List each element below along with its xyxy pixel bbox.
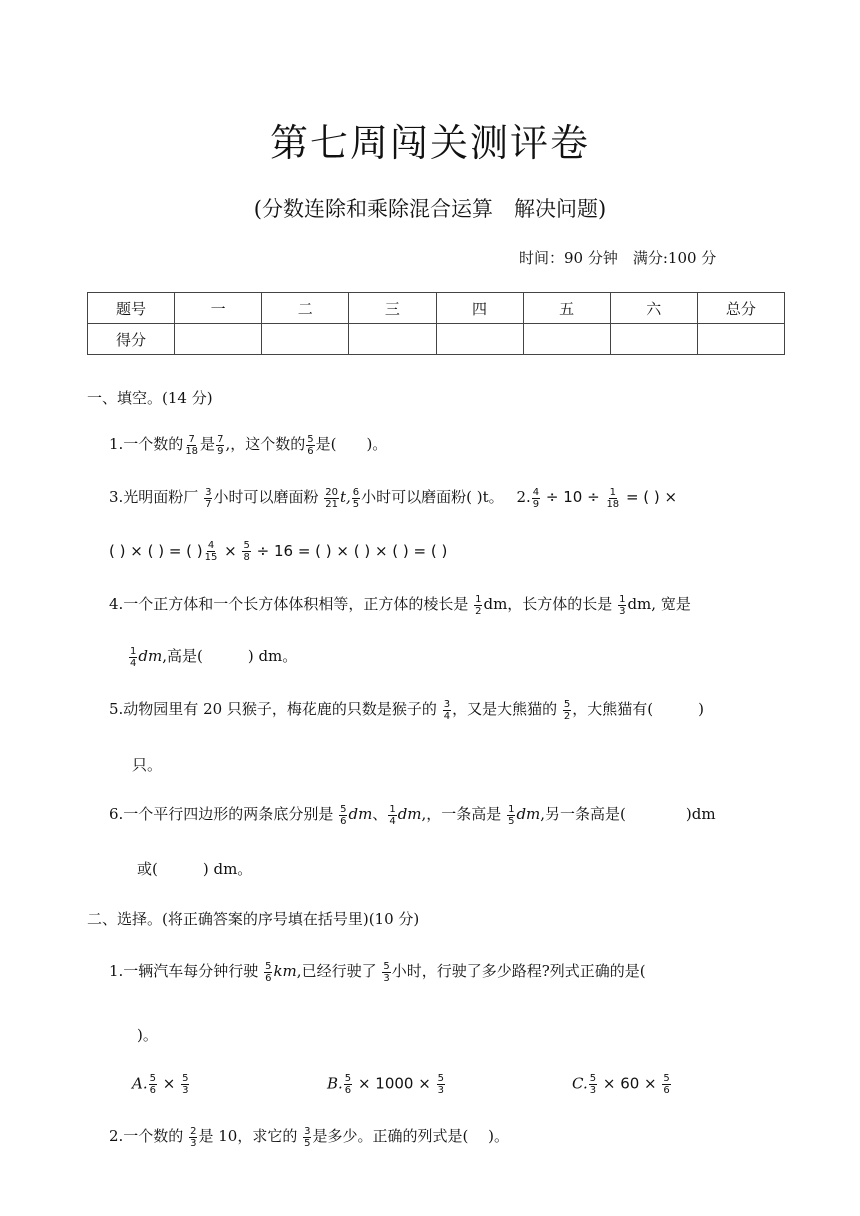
math-operator: × — [219, 542, 242, 560]
unit-text: dm — [397, 805, 422, 823]
question-text: 、 — [372, 805, 388, 823]
math-operator: × 1000 × — [353, 1074, 436, 1093]
question-2-2 — [109, 1125, 509, 1149]
question-number: 2. — [516, 488, 531, 506]
score-cell[interactable] — [262, 324, 349, 355]
fraction: $\frac{5}{6}$ — [663, 1073, 670, 1096]
question-1-3 — [109, 486, 677, 510]
answer-blank[interactable]: 是多少。正确的列式是( )。 — [312, 1127, 509, 1145]
section-2-title: 二、选择。(将正确答案的序号填在括号里)(10 分) — [87, 910, 420, 928]
question-text: 3.光明面粉厂 — [109, 488, 204, 506]
question-text: 1.一辆汽车每分钟行驶 — [109, 962, 264, 980]
fraction: $\frac{1}{4}$ — [130, 645, 137, 669]
score-header-cell: 题号 — [88, 293, 175, 324]
score-cell[interactable] — [523, 324, 610, 355]
fraction: $\frac{5}{6}$ — [307, 433, 314, 457]
answer-blank[interactable]: ( ) × ( ) = ( ) — [109, 542, 203, 560]
question-text: ,，一条高是 — [421, 805, 507, 823]
question-text: ,已经行驶了 — [296, 962, 382, 980]
score-cell[interactable] — [436, 324, 523, 355]
option-label: A. — [132, 1074, 148, 1093]
question-2-1-continued[interactable]: )。 — [137, 1026, 158, 1044]
unit-text: dm — [516, 805, 541, 823]
fraction: $\frac{5}{6}$ — [265, 960, 272, 984]
question-text: 1.一个数的 — [109, 435, 184, 453]
score-table — [87, 292, 785, 355]
score-header-cell: 五 — [523, 293, 610, 324]
fraction: $\frac{5}{6}$ — [344, 1073, 352, 1096]
question-text: 小时可以磨面粉 — [213, 488, 324, 506]
fraction: $\frac{4}{15}$ — [204, 540, 218, 563]
question-1-6 — [109, 803, 716, 827]
answer-blank[interactable]: ,另一条高是( )dm — [540, 805, 716, 823]
score-header-cell: 一 — [175, 293, 262, 324]
exam-meta: 时间：90 分钟 满分:100 分 — [519, 249, 717, 267]
fraction: $\frac{5}{6}$ — [149, 1073, 156, 1096]
question-text: ，又是大熊猫的 — [452, 700, 562, 718]
math-operator: ÷ 10 ÷ — [541, 488, 605, 506]
fraction: $\frac{20}{21}$ — [325, 486, 338, 510]
answer-blank[interactable]: ，大熊猫有( ) — [572, 700, 704, 718]
unit-text: t, — [339, 488, 351, 506]
fraction: $\frac{4}{9}$ — [532, 486, 540, 510]
score-cell[interactable] — [349, 324, 436, 355]
score-cell[interactable] — [175, 324, 262, 355]
math-operator: × 60 × — [598, 1074, 662, 1093]
fraction: $\frac{1}{4}$ — [389, 803, 396, 827]
question-text: 是 10，求它的 — [198, 1127, 303, 1145]
fraction: $\frac{1}{18}$ — [606, 486, 620, 510]
answer-blank[interactable]: = ( ) × — [621, 488, 678, 506]
fraction: $\frac{5}{3}$ — [182, 1073, 189, 1096]
score-header-cell: 六 — [610, 293, 697, 324]
fraction: $\frac{1}{2}$ — [475, 593, 482, 617]
fraction: $\frac{5}{6}$ — [340, 803, 347, 827]
question-1-4-continued — [128, 645, 297, 669]
answer-blank[interactable]: 是( )。 — [315, 435, 388, 453]
fraction: $\frac{7}{18}$ — [185, 433, 199, 457]
question-text: 5.动物园里有 20 只猴子，梅花鹿的只数是猴子的 — [109, 700, 442, 718]
score-header-cell: 四 — [436, 293, 523, 324]
option-label: C. — [572, 1074, 588, 1093]
option-b[interactable] — [327, 1073, 446, 1096]
fraction: $\frac{5}{8}$ — [243, 540, 250, 563]
answer-blank[interactable]: ÷ 16 = ( ) × ( ) × ( ) = ( ) — [251, 542, 448, 560]
question-text: ,，这个数的 — [225, 435, 306, 453]
question-text: 是 — [200, 435, 216, 453]
fraction: $\frac{3}{4}$ — [443, 698, 451, 722]
fraction: $\frac{1}{5}$ — [508, 803, 515, 827]
fraction: $\frac{3}{7}$ — [205, 486, 212, 510]
score-table-header-row — [88, 293, 785, 324]
score-header-cell: 三 — [349, 293, 436, 324]
question-1-1 — [109, 433, 387, 457]
question-text: 小时，行驶了多少路程?列式正确的是( — [391, 962, 646, 980]
question-text: 6.一个平行四边形的两条底分别是 — [109, 805, 339, 823]
unit-text: km — [273, 962, 297, 980]
option-label: B. — [327, 1074, 343, 1093]
section-1-title: 一、填空。(14 分) — [87, 389, 213, 407]
answer-blank[interactable]: ,高是( ) dm。 — [162, 647, 298, 665]
score-table-score-row — [88, 324, 785, 355]
fraction: $\frac{6}{5}$ — [352, 486, 360, 510]
fraction: $\frac{1}{3}$ — [619, 593, 626, 617]
question-text: 4.一个正方体和一个长方体体积相等，正方体的棱长是 — [109, 595, 474, 613]
fraction: $\frac{5}{3}$ — [437, 1073, 444, 1096]
question-1-5 — [109, 698, 704, 722]
fraction: $\frac{5}{2}$ — [563, 698, 571, 722]
score-header-cell: 总分 — [697, 293, 784, 324]
unit-text: dm — [138, 647, 163, 665]
score-row-label: 得分 — [88, 324, 175, 355]
page-title: 第七周闯关测评卷 — [269, 121, 590, 165]
fraction: $\frac{7}{9}$ — [217, 433, 224, 457]
question-1-6-continued[interactable]: 或( ) dm。 — [137, 860, 253, 878]
question-text: dm, 宽是 — [627, 595, 691, 613]
option-a[interactable] — [132, 1073, 190, 1096]
question-2-1 — [109, 960, 646, 984]
option-c[interactable] — [572, 1073, 672, 1096]
unit-text: dm — [348, 805, 373, 823]
question-1-4 — [109, 593, 691, 617]
answer-blank[interactable]: 小时可以磨面粉( )t。 — [361, 488, 504, 506]
question-text: 2.一个数的 — [109, 1127, 189, 1145]
question-1-2-continued — [109, 540, 447, 563]
fraction: $\frac{5}{3}$ — [589, 1073, 597, 1096]
question-text: dm，长方体的长是 — [483, 595, 618, 613]
fraction: $\frac{5}{3}$ — [383, 960, 390, 984]
page-subtitle: (分数连除和乘除混合运算 解决问题) — [253, 197, 607, 221]
score-cell[interactable] — [610, 324, 697, 355]
question-1-5-continued: 只。 — [132, 756, 163, 774]
fraction: $\frac{3}{5}$ — [304, 1125, 311, 1149]
math-operator: × — [157, 1074, 181, 1093]
fraction: $\frac{2}{3}$ — [190, 1125, 197, 1149]
score-header-cell: 二 — [262, 293, 349, 324]
score-cell[interactable] — [697, 324, 784, 355]
